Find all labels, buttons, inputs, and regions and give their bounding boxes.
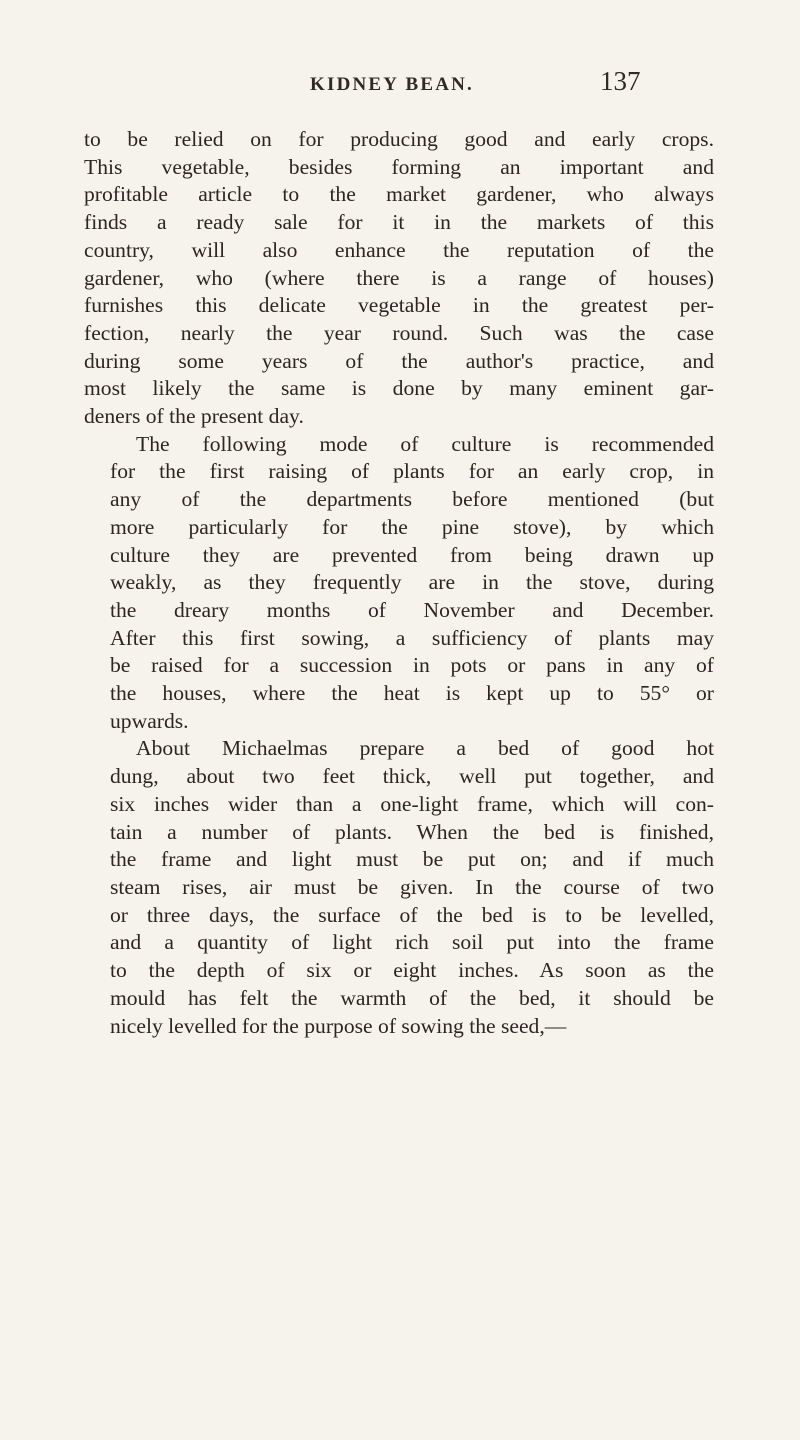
text-line: profitable article to the market gardener, who always <box>84 182 714 207</box>
text-line: culture they are prevented from being drawn up <box>110 542 714 567</box>
text-line: country, will also enhance the reputation of the <box>84 237 714 262</box>
text-line: the dreary months of November and December. <box>110 597 714 622</box>
text-line: and a quantity of light rich soil put into the frame <box>110 930 714 955</box>
text-line: dung, about two feet thick, well put together, and <box>110 764 714 789</box>
text-line: to be relied on for producing good and early crops. <box>84 127 714 151</box>
page-number: 137 <box>600 66 641 96</box>
text-line: About Michaelmas prepare a bed of good hot <box>136 736 714 761</box>
text-line: This vegetable, besides forming an important and <box>84 154 714 179</box>
paragraph <box>84 126 714 431</box>
paragraph <box>84 431 714 736</box>
text-line: more particularly for the pine stove), by which <box>110 514 714 539</box>
text-line: After this first sowing, a sufficiency of plants may <box>110 625 714 650</box>
text-line: steam rises, air must be given. In the course of two <box>110 874 714 899</box>
text-line: mould has felt the warmth of the bed, it should be <box>110 985 714 1010</box>
text-line: deners of the present day. <box>84 404 304 429</box>
text-line: the houses, where the heat is kept up to 55° or <box>110 681 714 706</box>
text-line: during some years of the author's practice, and <box>84 348 714 373</box>
running-head <box>276 62 706 102</box>
paragraph <box>84 735 714 1040</box>
text-line: weakly, as they frequently are in the stove, during <box>110 570 714 595</box>
text-line: upwards. <box>110 708 189 733</box>
text-line: or three days, the surface of the bed is to be levelled, <box>110 902 714 927</box>
text-line: the frame and light must be put on; and if much <box>110 847 714 872</box>
text-line: finds a ready sale for it in the markets of this <box>84 210 714 235</box>
text-line: six inches wider than a one-light frame, which will con- <box>110 791 714 816</box>
text-line: for the first raising of plants for an early crop, in <box>110 459 714 484</box>
text-line: be raised for a succession in pots or pans in any of <box>110 653 714 678</box>
text-line: most likely the same is done by many eminent gar- <box>84 376 714 401</box>
text-line: tain a number of plants. When the bed is finished, <box>110 819 714 844</box>
text-line: nicely levelled for the purpose of sowing the seed,— <box>110 1013 567 1038</box>
running-title: KIDNEY BEAN. <box>310 74 474 95</box>
text-line: any of the departments before mentioned (but <box>110 487 714 512</box>
text-line: furnishes this delicate vegetable in the greatest per- <box>84 293 714 318</box>
text-line: to the depth of six or eight inches. As soon as the <box>110 958 714 983</box>
text-line: The following mode of culture is recommended <box>136 431 714 456</box>
text-line: gardener, who (where there is a range of houses) <box>84 265 714 290</box>
text-line: fection, nearly the year round. Such was the case <box>84 320 714 345</box>
body-text <box>84 126 714 1040</box>
